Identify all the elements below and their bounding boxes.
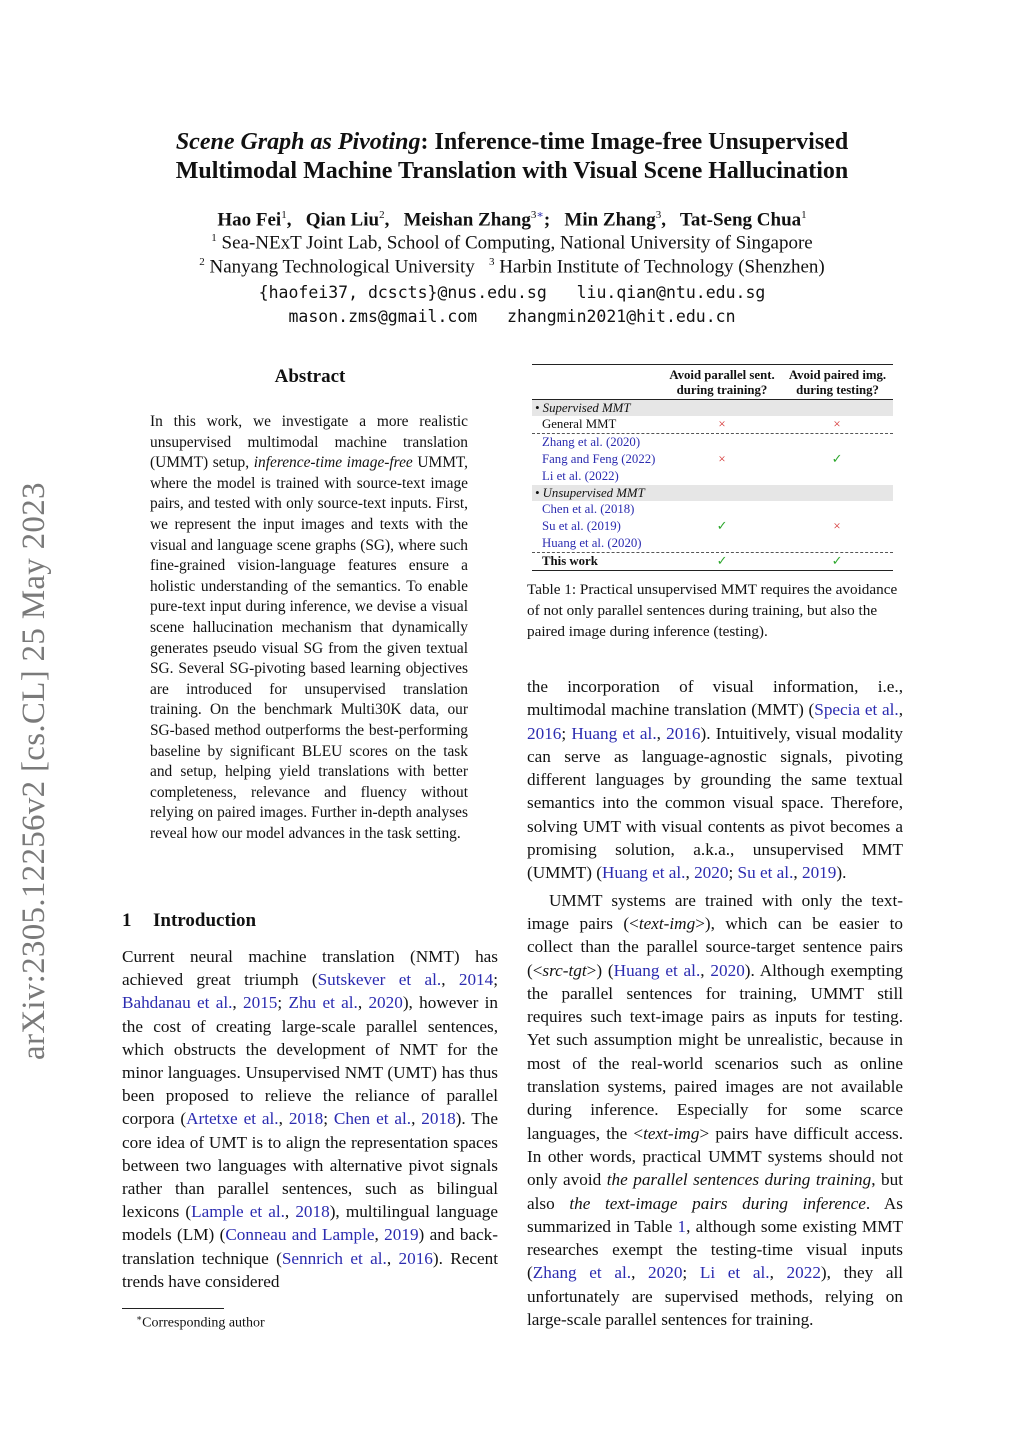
author: Hao Fei xyxy=(217,209,282,231)
intro-right-column xyxy=(527,675,903,1331)
citation-link[interactable]: Chen et al. xyxy=(333,1109,412,1129)
citation-link[interactable]: Zhang et al. (2020) xyxy=(542,435,641,449)
citation-link[interactable]: Huang et al. xyxy=(571,723,657,743)
citation-link[interactable]: Zhang et al. xyxy=(532,1263,632,1283)
citation-link[interactable]: 2014 xyxy=(458,970,494,990)
paragraph: UMMT systems are trained with only the text-image pairs (<text-img>), which can be easier to collect than the parallel source-target sentence pairs (<src-tgt>) (Huang et al., 2020). Although exempting the parallel sentences for training, UMMT still requires such text-image pairs as inputs for testing. Yet such assumption might be unrealistic, because in most of the real-world scenarios such as online translation systems, paired images are not available during inference. Especially for some scarce languages, the <text-img> pairs have difficult access. In other words, practical UMMT systems should not only avoid the parallel sentences during training, but also the text-image pairs during inference. As summarized in Table 1, although some existing MMT researches exempt the testing-time visual inputs (Zhang et al., 2020; Li et al., 2022), they all unfortunately are supervised methods, relying on large-scale parallel sentences for training. xyxy=(527,890,904,1330)
column-header: Avoid parallel sent. during training? xyxy=(669,368,775,397)
cross-icon: × xyxy=(718,452,726,466)
citation-link[interactable]: 2020 xyxy=(694,863,729,883)
citation-link[interactable]: Huang et al. xyxy=(601,863,686,883)
check-icon: ✓ xyxy=(831,452,843,466)
title-italic: Scene Graph as Pivoting xyxy=(175,129,421,155)
affiliation-1: $^1$ Sea-NExT Joint Lab, School of Computing, National University of Singapore xyxy=(211,232,813,254)
author: Min Zhang xyxy=(564,209,656,231)
table-row xyxy=(532,434,893,451)
corresponding-author-mark[interactable]: ∗ xyxy=(536,209,544,221)
citation-link[interactable]: 2016 xyxy=(527,723,562,743)
cross-icon: × xyxy=(833,519,841,533)
affiliation-2-3: $^2$ Nanyang Technological University $^3$ Harbin Institute of Technology (Shenzhen) xyxy=(199,256,825,278)
paper-title xyxy=(110,128,914,186)
table-header xyxy=(532,365,893,399)
citation-link[interactable]: Su et al. xyxy=(737,863,794,883)
citation-link[interactable]: 2018 xyxy=(288,1109,324,1129)
paragraph: the incorporation of visual information, i.e., multimodal machine translation (MMT) (Specia et al., 2016; Huang et al., 2016). Intuitively, visual modality can serve as language-agnostic signals, pivoting different languages by grounding the same textual semantics into the common visual space. Therefore, solving UMT with visual contents as pivot becomes a promising solution, a.k.a., unsupervised MMT (UMMT) (Huang et al., 2020; Su et al., 2019). xyxy=(527,677,904,883)
author-list: Hao Fei$^1$, Qian Liu$^2$, Meishan Zhang$^{3∗}$; Min Zhang$^3$, Tat-Seng Chua$^1$ xyxy=(217,209,807,231)
author: Tat-Seng Chua xyxy=(679,209,802,231)
footnote: ∗Corresponding author xyxy=(136,1313,265,1331)
table-row xyxy=(532,451,893,468)
citation-link[interactable]: Conneau and Lample xyxy=(225,1225,375,1245)
citation-link[interactable]: Fang and Feng (2022) xyxy=(542,452,656,466)
comparison-table xyxy=(532,364,893,571)
intro-left-paragraph: Current neural machine translation (NMT) has achieved great triumph (Sutskever et al., 2014; Bahdanau et al., 2015; Zhu et al., 2020), however in the cost of creating large-scale parallel sentences, which obstructs the development of NMT for the minor languages. Unsupervised NMT (UMT) has thus been proposed to relieve the reliance of parallel corpora (Artetxe et al., 2018; Chen et al., 2018). The core idea of UMT is to align the representation spaces between two languages with alternative pivot signals rather than parallel sentences, such as bilingual lexicons (Lample et al., 2018), multilingual language models (LM) (Conneau and Lample, 2019) and back-translation technique (Sennrich et al., 2016). Recent trends have considered xyxy=(122,947,499,1291)
citation-link[interactable]: Lample et al. xyxy=(191,1202,285,1222)
citation-link[interactable]: 2015 xyxy=(243,993,278,1013)
citation-link[interactable]: 2020 xyxy=(368,993,403,1013)
citation-link[interactable]: Li et al. xyxy=(699,1263,770,1283)
citation-link[interactable]: Zhu et al. xyxy=(288,993,358,1013)
citation-link[interactable]: 2016 xyxy=(666,723,701,743)
table-caption: Table 1: Practical unsupervised MMT requires the avoidance of not only parallel sentences during training, but also the paired image during inference (testing). xyxy=(527,581,898,640)
title-line2: Multimodal Machine Translation with Visual Scene Hallucination xyxy=(175,158,849,184)
cross-icon: × xyxy=(718,417,726,431)
table-group-label: • Unsupervised MMT xyxy=(532,485,893,501)
table-row-this-work: This work ✓ ✓ xyxy=(532,553,893,570)
table-ref-link[interactable]: 1 xyxy=(677,1216,687,1236)
table-group-label: • Supervised MMT xyxy=(532,400,893,416)
table-row xyxy=(532,518,893,535)
table-bottom-rule xyxy=(532,570,893,571)
citation-link[interactable]: Sennrich et al. xyxy=(281,1248,387,1268)
citation-link[interactable]: Su et al. (2019) xyxy=(542,519,621,533)
citation-link[interactable]: 2019 xyxy=(384,1225,419,1245)
arxiv-side-stamp: arXiv:2305.12256v2 [cs.CL] 25 May 2023 xyxy=(16,482,52,1060)
check-icon: ✓ xyxy=(716,519,728,533)
table-row xyxy=(532,468,893,485)
table-row xyxy=(532,501,893,518)
abstract-body: In this work, we investigate a more realistic unsupervised multimodal machine translation (UMMT) setup, inference-time image-free UMMT, where the model is trained with source-text image pairs, and tested with only source-text inputs. First, we represent the input images and texts with the visual and language scene graphs (SG), where such fine-grained vision-language features ensure a holistic understanding of the semantics. To enable pure-text input during inference, we devise a visual scene hallucination mechanism that dynamically generates pseudo visual SG from the given textual SG. Several SG-pivoting based learning objectives are introduced for unsupervised translation training. On the benchmark Multi30K data, our SG-based method outperforms the best-performing baseline by significant BLEU scores on the task and setup, helping yield translations with better completeness, relevance and fluency without relying on paired images. Further in-depth analyses reveal how our model advances in the task setting. xyxy=(150,413,468,842)
citation-link[interactable]: 2020 xyxy=(648,1263,683,1283)
title-line1-rest: : Inference-time Image-free Unsupervised xyxy=(420,129,849,155)
citation-link[interactable]: 2016 xyxy=(398,1248,433,1268)
author: Qian Liu xyxy=(305,209,380,231)
table-row xyxy=(532,535,893,552)
abstract-heading: Abstract xyxy=(274,366,346,387)
citation-link[interactable]: Li et al. (2022) xyxy=(542,469,619,483)
citation-link[interactable]: 2022 xyxy=(786,1263,821,1283)
citation-link[interactable]: 2018 xyxy=(295,1202,330,1222)
check-icon: ✓ xyxy=(831,554,843,568)
citation-link[interactable]: Huang et al. xyxy=(613,960,701,980)
citation-link[interactable]: Artetxe et al. xyxy=(186,1109,279,1129)
citation-link[interactable]: Chen et al. (2018) xyxy=(542,502,635,516)
email-line-1: {haofei37, dcscts}@nus.edu.sg liu.qian@ntu.edu.sg xyxy=(258,283,766,302)
section-heading: 1 Introduction xyxy=(122,910,257,931)
email-line-2: mason.zms@gmail.com zhangmin2021@hit.edu.cn xyxy=(288,307,736,326)
citation-link[interactable]: Huang et al. (2020) xyxy=(542,536,642,550)
check-icon: ✓ xyxy=(716,554,728,568)
citation-link[interactable]: 2018 xyxy=(421,1109,456,1129)
citation-link[interactable]: Specia et al. xyxy=(814,700,899,720)
citation-link[interactable]: 2019 xyxy=(801,863,837,883)
citation-link[interactable]: Sutskever et al. xyxy=(317,970,442,990)
citation-link[interactable]: 2020 xyxy=(710,960,745,980)
footnote-rule xyxy=(122,1308,224,1309)
author: Meishan Zhang xyxy=(403,209,531,231)
citation-link[interactable]: Bahdanau et al. xyxy=(122,993,233,1013)
cross-icon: × xyxy=(833,417,841,431)
table-row: General MMT × × xyxy=(532,416,893,433)
column-header: Avoid paired img. during testing? xyxy=(788,368,887,397)
